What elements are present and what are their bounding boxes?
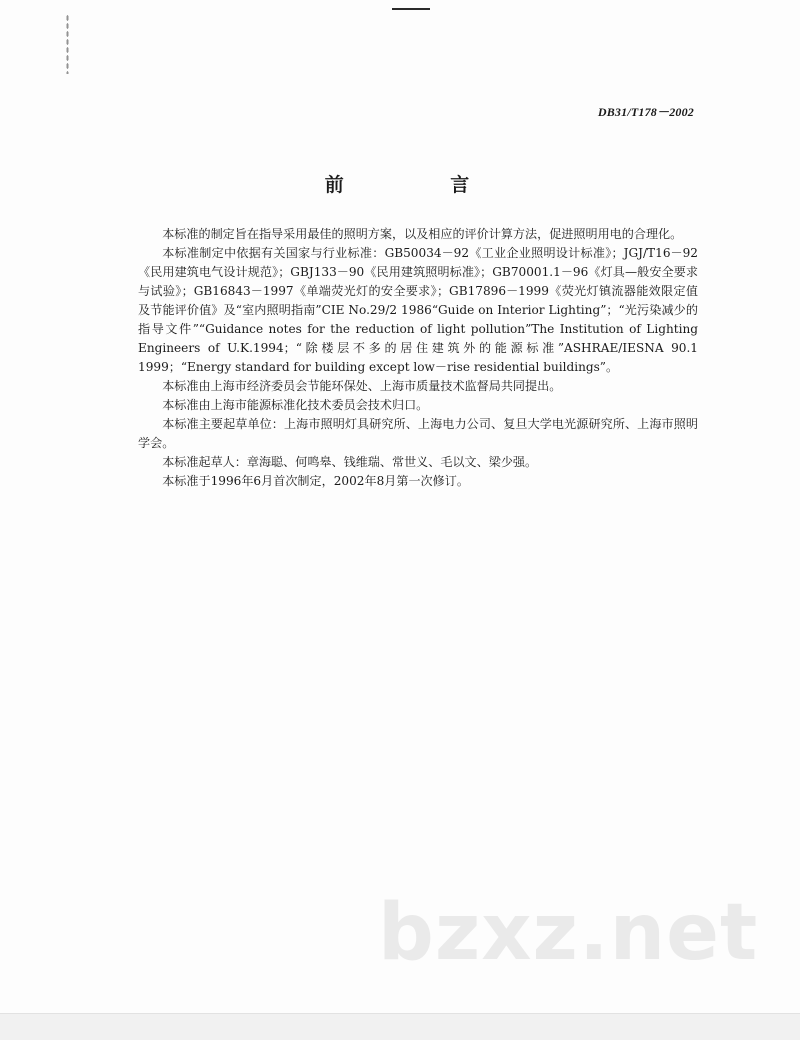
page-bottom-band [0,1013,800,1040]
foreword-body [138,225,698,491]
paragraph-proposer: 本标准由上海市经济委员会节能环保处、上海市质量技术监督局共同提出。 [162,379,562,393]
paragraph-drafting-units: 本标准主要起草单位：上海市照明灯具研究所、上海电力公司、复旦大学电光源研究所、上海市照明学会。 [138,417,698,450]
standard-code: DB31/T178－2002 [597,105,694,119]
watermark: bzxz.net [378,888,759,978]
paragraph-drafters: 本标准起草人：章海聪、何鸣皋、钱维瑞、常世义、毛以文、梁少强。 [162,455,538,469]
paragraph-history: 本标准于1996年6月首次制定，2002年8月第一次修订。 [162,474,469,488]
page-title: 前 言 [324,174,520,196]
paragraph-administrator: 本标准由上海市能源标准化技术委员会技术归口。 [162,398,429,412]
paragraph-references: 本标准制定中依据有关国家与行业标准：GB50034－92《工业企业照明设计标准》；JGJ/T16－92《民用建筑电气设计规范》；GBJ133－90《民用建筑照明标准》；GB70001.1－96《灯具—般安全要求与试验》；GB16843－1997《单端荧光灯的安全要求》；GB17896－1999《荧光灯镇流器能效限定值及节能评价值》及“室内照明指南”CIE No.29/2 1986“Guide on Interior Lighting”；“光污染减少的指导文件”“Guidance notes for the reduction of light pollution”The Institution of Lighting Engineers of U.K.1994；“除楼层不多的居住建筑外的能源标准”ASHRAE/IESNA 90.1 1999；“Energy standard for building except low－rise residential buildings”。 [138,246,698,374]
top-rule [392,8,430,10]
paragraph-purpose: 本标准的制定旨在指导采用最佳的照明方案，以及相应的评价计算方法，促进照明用电的合理化。 [162,227,683,241]
binding-dots [66,14,69,74]
